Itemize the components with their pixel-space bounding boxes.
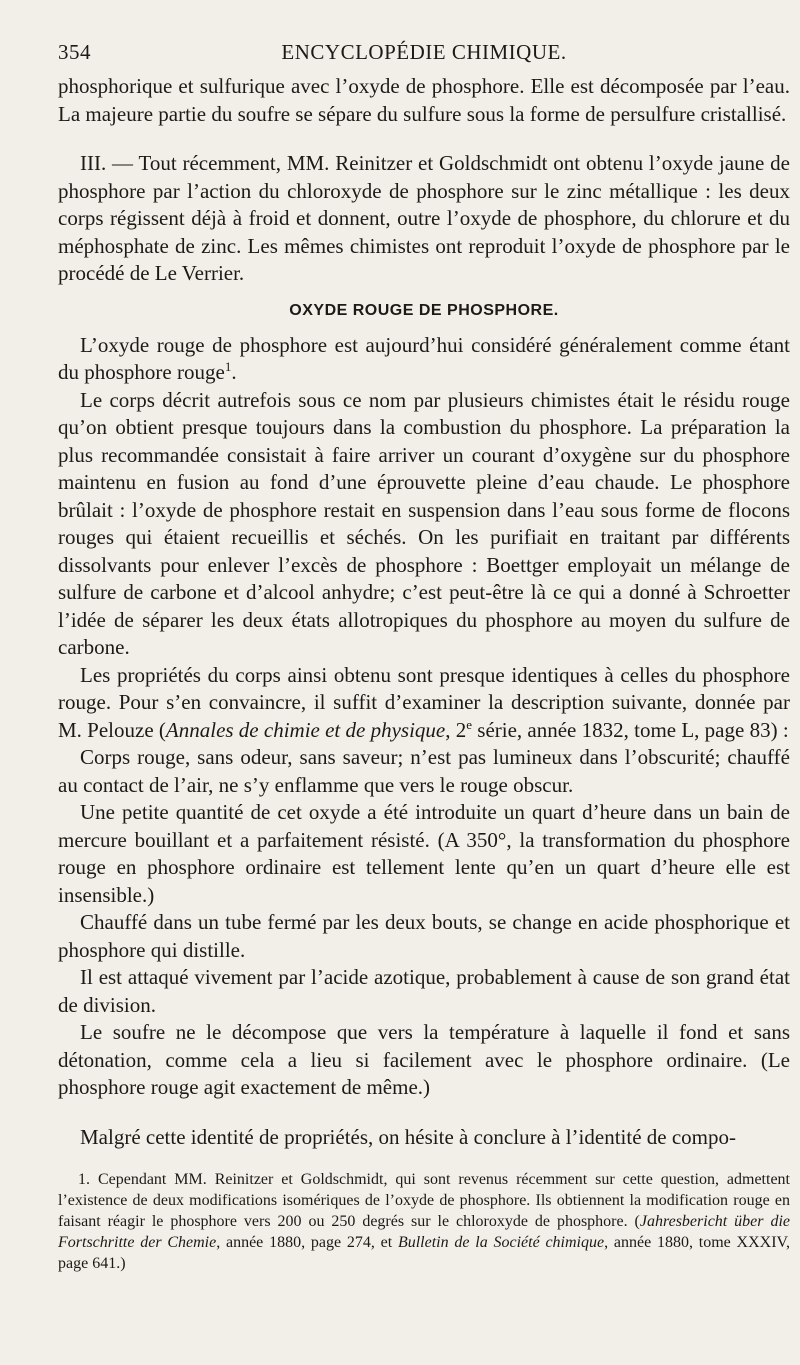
paragraph-11: Malgré cette identité de propriétés, on hésite à conclure à l’identité de compo- — [80, 1124, 736, 1149]
running-title: ENCYCLOPÉDIE CHIMIQUE. — [281, 40, 567, 64]
paragraph-3-text: L’oxyde rouge de phosphore est aujourd’hui considéré généralement comme étant du phosphore rouge — [58, 332, 790, 384]
paragraph-8: Chauffé dans un tube fermé par les deux bouts, se change en acide phosphorique et phosphore qui distille. — [58, 910, 790, 962]
body-text — [58, 73, 790, 1274]
paragraph-5-a: Les propriétés du corps ainsi obtenu sont presque identiques à celles du phosphore rouge. Pour s’en convaincre, il suffit d’examiner la description suivante, donnée par M. Pelouze ( — [58, 662, 790, 742]
footnote-c: , année 1880, tome XXXIV, page 641.) — [58, 1234, 791, 1272]
paragraph-1: phosphorique et sulfurique avec l’oxyde de phosphore. Elle est décomposée par l’eau. La majeure partie du soufre se sépare du sulfure sous la forme de persulfure cristallisé. — [58, 74, 790, 126]
footnote-journal-2: Bulletin de la Société chimique — [397, 1234, 605, 1251]
paragraph-6: Corps rouge, sans odeur, sans saveur; n’est pas lumineux dans l’obscurité; chauffé au contact de l’air, ne s’y enflamme que vers le rouge obscur. — [58, 745, 790, 797]
paragraph-4: Le corps décrit autrefois sous ce nom par plusieurs chimistes était le résidu rouge qu’on obtient presque toujours dans la combustion du phosphore. La préparation la plus recommandée consistait à faire arriver un courant d’oxygène sur du phosphore maintenu en fusion au fond d’une éprouvette pleine d’eau chaude. Le phosphore brûlait : l’oxyde de phosphore restait en suspension dans l’eau sous forme de flocons rouges qui étaient recueillis et séchés. On les purifiait en traitant par différents dissolvants pour enlever l’excès de phosphore : Boettger employait un mélange de sulfure de carbone et d’alcool anhydre; c’est peut-être là ce qui a donné à Schroetter l’idée de séparer les deux états allotropiques du phosphore au moyen du sulfure de carbone. — [58, 387, 790, 659]
paragraph-9: Il est attaqué vivement par l’acide azotique, probablement à cause de son grand état de division. — [58, 965, 790, 1017]
paragraph-5-sup: e — [466, 716, 473, 732]
paragraph-5-b: , 2 — [445, 717, 467, 742]
footnote-ref: 1 — [224, 359, 232, 374]
paragraph-3 — [58, 332, 790, 387]
page — [58, 40, 790, 1274]
footnote-b: , année 1880, page 274, et — [216, 1234, 398, 1251]
running-header — [58, 40, 790, 65]
paragraph-5-journal: Annales de chimie et de physique — [165, 717, 446, 742]
footnote-journal-1: Jahresbericht über die Fortschritte der Chemie — [58, 1213, 790, 1251]
section-title: OXYDE ROUGE DE PHOSPHORE. — [289, 301, 559, 319]
page-number: 354 — [58, 40, 91, 64]
paragraph-7: Une petite quantité de cet oxyde a été introduite un quart d’heure dans un bain de mercure bouillant et a parfaitement résisté. (A 350°, la transformation du phosphore rouge en phosphore ordinaire est tellement lente qu’en un quart d’heure elle est insensible.) — [58, 800, 790, 907]
footnote-a: 1. Cependant MM. Reinitzer et Goldschmidt, qui sont revenus récemment sur cette question, admettent l’existence de deux modifications isomériques de l’oxyde de phosphore. Ils obtiennent la modification rouge en faisant réagir le phosphore vers 200 ou 250 degrés sur le chloroxyde de phosphore. ( — [58, 1171, 790, 1230]
footnote — [58, 1169, 790, 1274]
paragraph-5 — [58, 662, 790, 745]
paragraph-3-end: . — [231, 360, 237, 384]
paragraph-2: III. — Tout récemment, MM. Reinitzer et Goldschmidt ont obtenu l’oxyde jaune de phosphore par l’action du chloroxyde de phosphore sur le zinc métallique : les deux corps régissent déjà à froid et donnent, outre l’oxyde de phosphore, du chlorure et du méphosphate de zinc. Les mêmes chimistes ont reproduit l’oxyde de phosphore par le procédé de Le Verrier. — [58, 151, 790, 285]
paragraph-10: Le soufre ne le décompose que vers la température à laquelle il fond et sans détonation, comme cela a lieu si facilement avec le phosphore ordinaire. (Le phosphore rouge agit exactement de même.) — [58, 1020, 790, 1099]
paragraph-5-c: série, année 1832, tome L, page 83) : — [472, 717, 789, 742]
